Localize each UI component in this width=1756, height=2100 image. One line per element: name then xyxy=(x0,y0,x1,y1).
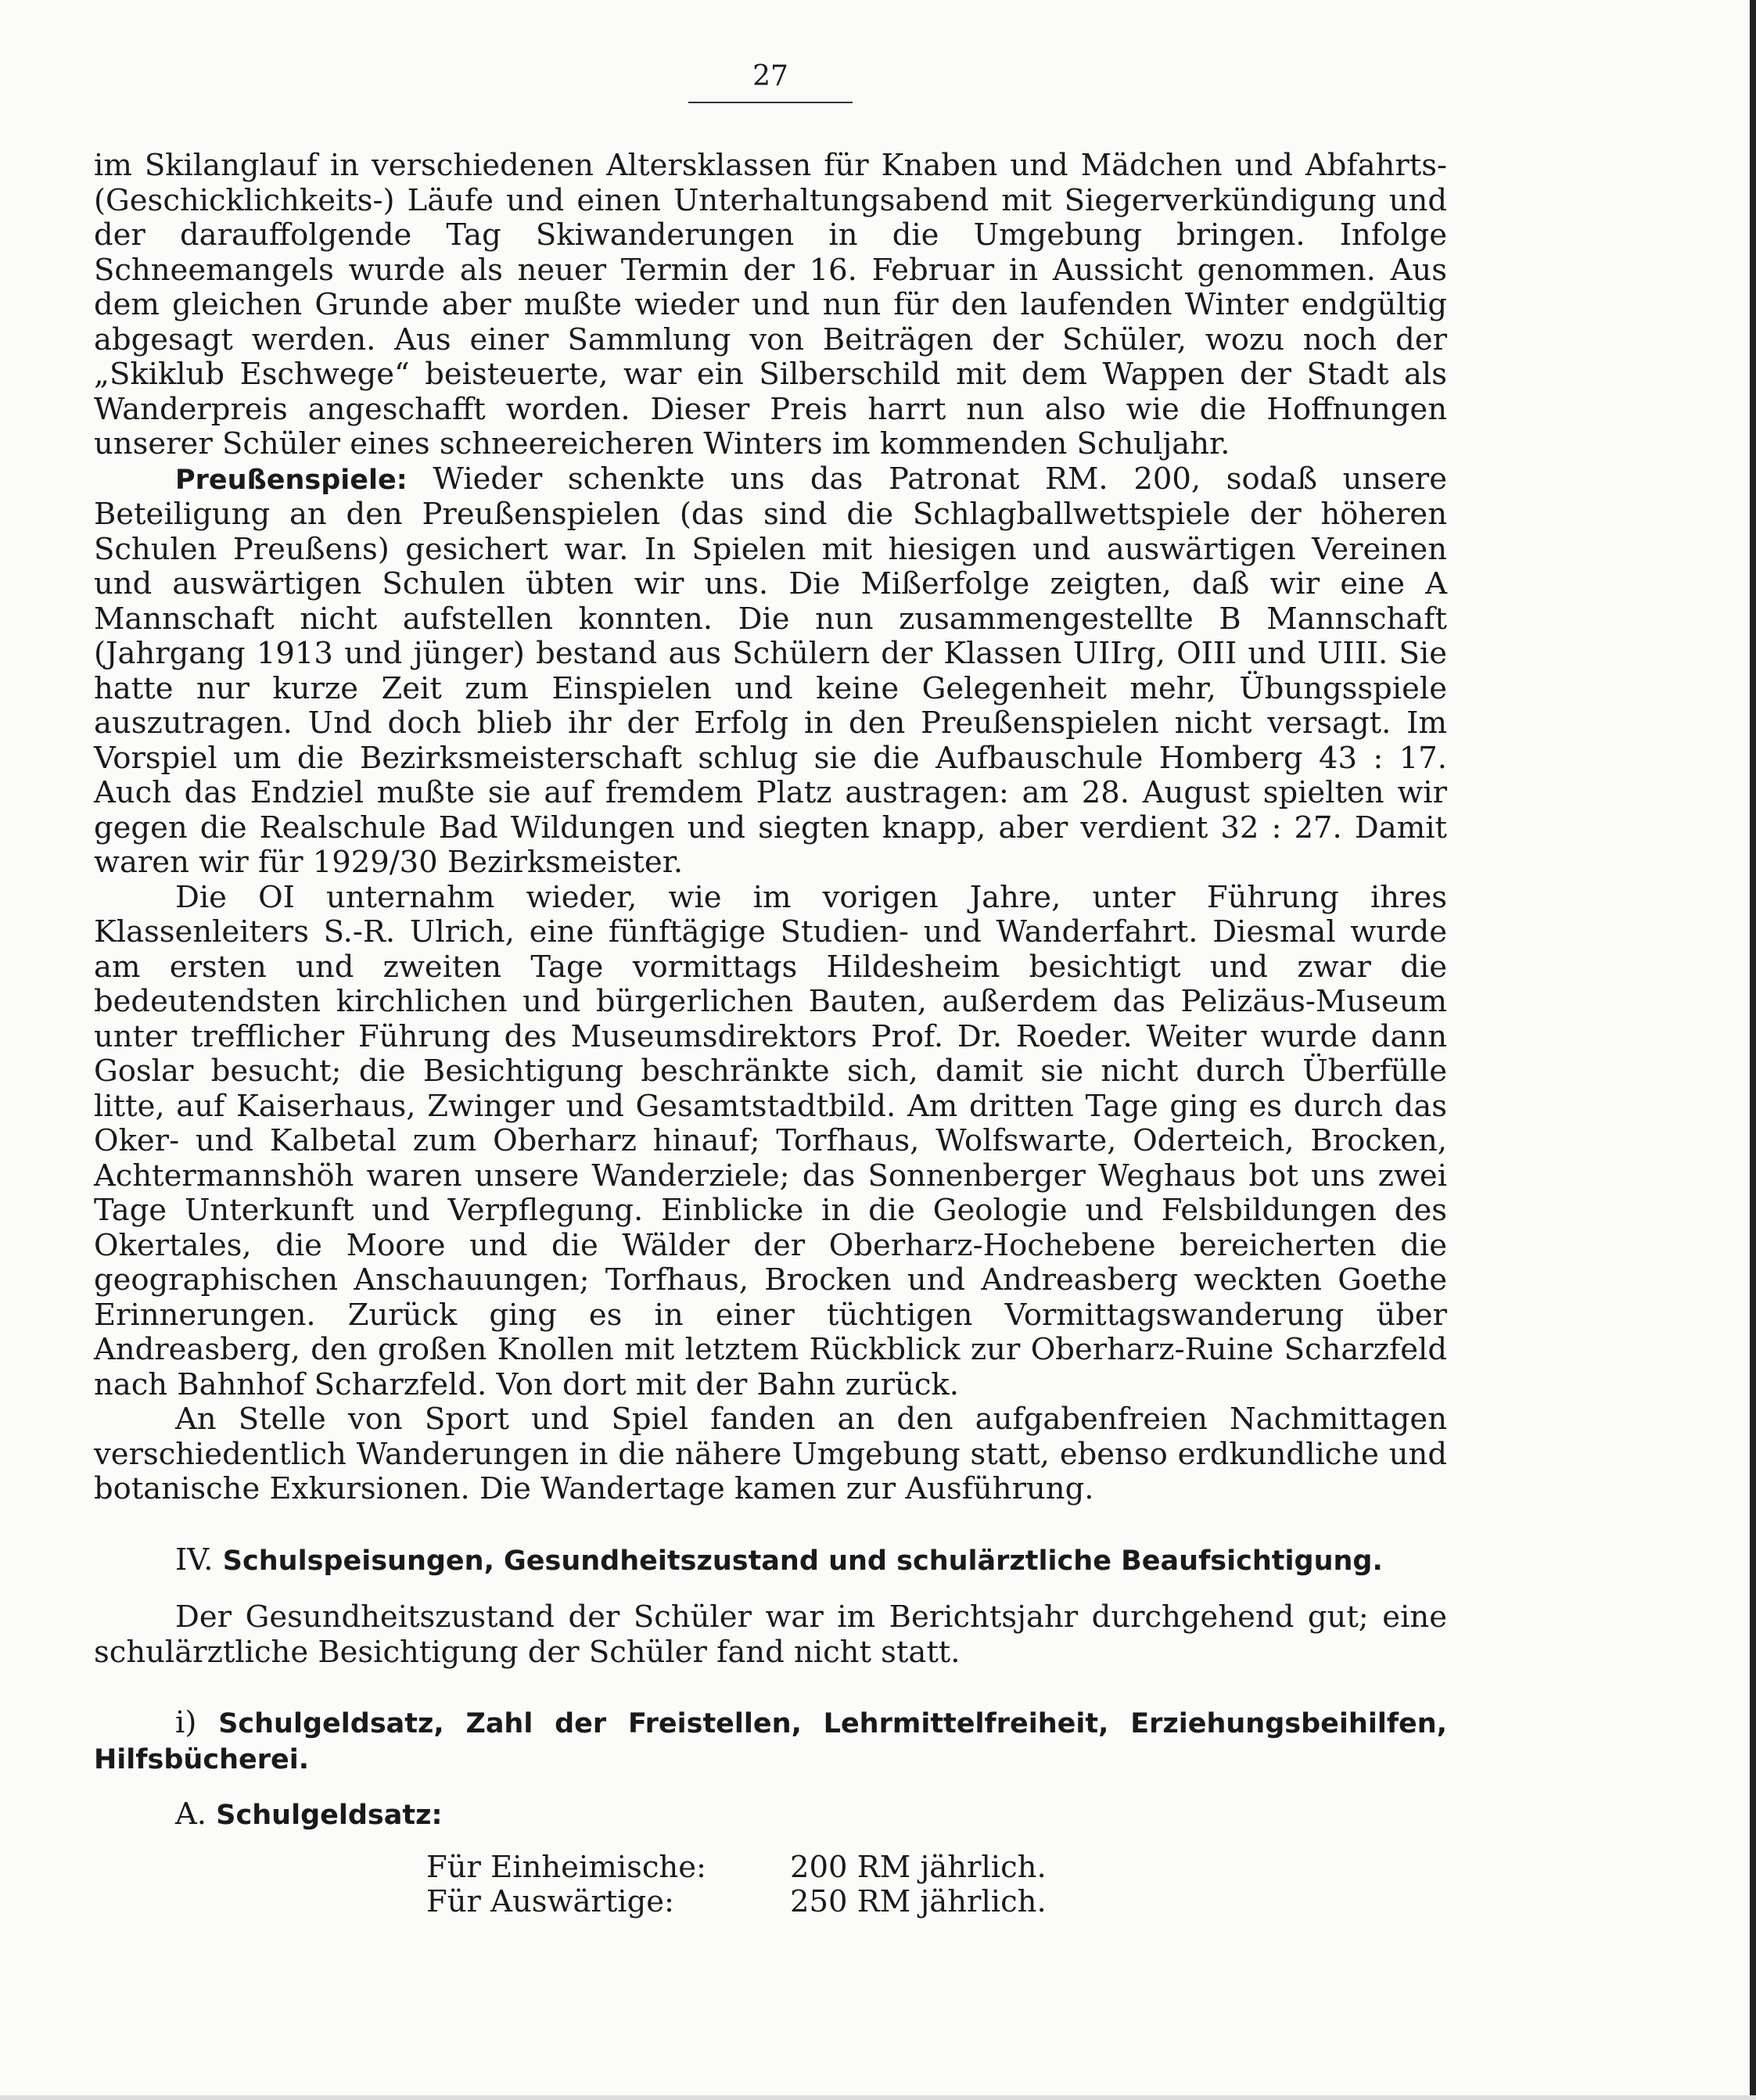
body-text xyxy=(94,149,1447,1920)
section-number-iv: IV. xyxy=(175,1542,214,1578)
section-heading-a xyxy=(94,1797,1447,1833)
scan-edge-right xyxy=(1750,0,1756,2100)
fee-row-auswaertige xyxy=(426,1885,1447,1920)
paragraph-wanderfahrt: Die OI unternahm wieder, wie im vorigen Jahre, unter Führung ihres Klassenleiters S.-R. Ulrich, eine fünftägige Studien- und Wanderfahrt. Diesmal wurde am ersten und zweiten Tage vormittags Hildesheim besichtigt und zwar die bedeutendsten kirchlichen und bürgerlichen Bauten, außerdem das Pelizäus-Museum unter trefflicher Führung des Museumsdirektors Prof. Dr. Roeder. Weiter wurde dann Goslar besucht; die Besichtigung beschränkte sich, damit sie nicht durch Überfülle litte, auf Kaiserhaus, Zwinger und Gesamtstadtbild. Am dritten Tage ging es durch das Oker- und Kalbetal zum Oberharz hinauf; Torfhaus, Wolfswarte, Oderteich, Brocken, Achtermannshöh waren unsere Wanderziele; das Sonnenberger Weghaus bot uns zwei Tage Unterkunft und Verpflegung. Einblicke in die Geologie und Felsbildungen des Okertales, die Moore und die Wälder der Oberharz-Hochebene bereicherten die geographischen Anschauungen; Torfhaus, Brocken und Andreasberg weckten Goethe Erinnerungen. Zurück ging es in einer tüchtigen Vormittagswanderung über Andreasberg, den großen Knollen mit letztem Rückblick zur Oberharz-Ruine Scharzfeld nach Bahnhof Scharzfeld. Von dort mit der Bahn zurück. xyxy=(94,879,1447,1402)
paragraph-wanderungen: An Stelle von Sport und Spiel fanden an den aufgabenfreien Nachmittagen verschiedentlich Wanderungen in die nähere Umgebung statt, ebenso erdkundliche und botanische Exkursionen. Die Wandertage kamen zur Ausführung. xyxy=(94,1402,1447,1506)
section-title-a: Schulgeldsatz: xyxy=(216,1800,443,1831)
fee-label: Für Einheimische: xyxy=(426,1849,706,1885)
fee-value: 250 RM jährlich. xyxy=(790,1884,1047,1919)
page-number-rule xyxy=(688,102,853,103)
section-number-i: i) xyxy=(175,1705,197,1740)
section-heading-i xyxy=(94,1706,1447,1777)
page-number: 27 xyxy=(752,60,788,92)
paragraph-lead-preussenspiele: Preußenspiele: xyxy=(175,464,408,496)
section-heading-iv xyxy=(94,1543,1447,1579)
paragraph-preussenspiele xyxy=(94,462,1447,881)
section-title-i: Schulgeldsatz, Zahl der Freistellen, Lehrmittelfreiheit, Erziehungsbeihilfen, Hilfsbücherei. xyxy=(94,1708,1447,1775)
section-title-iv: Schulspeisungen, Gesundheitszustand und schulärztliche Beaufsichtigung. xyxy=(222,1545,1383,1577)
section-number-a: A. xyxy=(175,1797,207,1832)
fee-row-einheimische xyxy=(426,1851,1447,1886)
scan-edge-bottom xyxy=(0,2095,1756,2100)
paragraph-preussenspiele-text: Wieder schenkte uns das Patronat RM. 200, sodaß unsere Beteiligung an den Preußenspielen (das sind die Schlagballwettspiele der höheren Schulen Preußens) gesichert war. In Spielen mit hiesigen und auswärtigen Vereinen und auswärtigen Schulen übten wir uns. Die Mißerfolge zeigten, daß wir eine A Mannschaft nicht aufstellen konnten. Die nun zusammengestellte B Mannschaft (Jahrgang 1913 und jünger) bestand aus Schülern der Klassen UIIrg, OIII und UIII. Sie hatte nur kurze Zeit zum Einspielen und keine Gelegenheit mehr, Übungsspiele auszutragen. Und doch blieb ihr der Erfolg in den Preußenspielen nicht versagt. Im Vorspiel um die Bezirksmeisterschaft schlug sie die Aufbauschule Homberg 43 : 17. Auch das Endziel mußte sie auf fremdem Platz austragen: am 28. August spielten wir gegen die Realschule Bad Wildungen und siegten knapp, aber verdient 32 : 27. Damit waren wir für 1929/30 Bezirksmeister. xyxy=(94,461,1447,880)
paragraph-gesundheit: Der Gesundheitszustand der Schüler war im Berichtsjahr durchgehend gut; eine schulärztliche Besichtigung der Schüler fand nicht statt. xyxy=(94,1599,1447,1670)
fee-value: 200 RM jährlich. xyxy=(790,1849,1047,1885)
fee-label: Für Auswärtige: xyxy=(426,1884,675,1919)
paragraph-skilauf: im Skilanglauf in verschiedenen Altersklassen für Knaben und Mädchen und Abfahrts-(Geschicklichkeits-) Läufe und einen Unterhaltungsabend mit Siegerverkündigung und der darauffolgende Tag Skiwanderungen in die Umgebung bringen. Infolge Schneemangels wurde als neuer Termin der 16. Februar in Aussicht genommen. Aus dem gleichen Grunde aber mußte wieder und nun für den laufenden Winter endgültig abgesagt werden. Aus einer Sammlung von Beiträgen der Schüler, wozu noch der „Skiklub Eschwege“ beisteuerte, war ein Silberschild mit dem Wappen der Stadt als Wanderpreis angeschafft worden. Dieser Preis harrt nun also wie die Hoffnungen unserer Schüler eines schneereicheren Winters im kommenden Schuljahr. xyxy=(94,148,1447,461)
